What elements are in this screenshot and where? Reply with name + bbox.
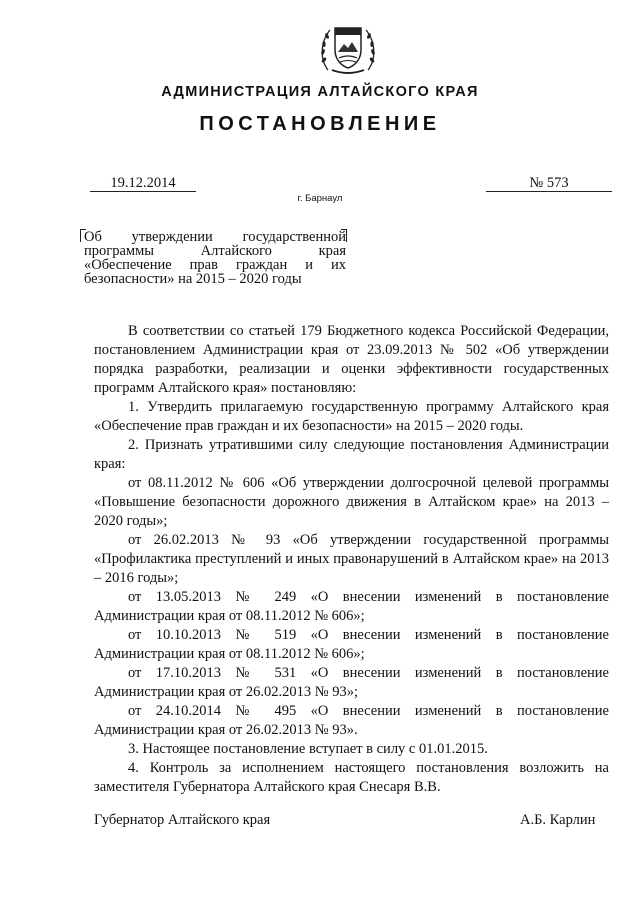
document-date: 19.12.2014 (90, 175, 196, 192)
document-city: г. Барнаул (297, 193, 343, 204)
coat-of-arms-emblem (318, 20, 378, 76)
signatory-position: Губернатор Алтайского края (94, 812, 271, 828)
intro-paragraph: В соответствии со статьей 179 Бюджетного кодекса Российской Федерации, постановлением Администрации края от 23.09.2013 № 502 «Об утверждении порядка разработки, реализации и оценки эффективности государственных программ Алтайского края» постановляю: (94, 323, 609, 396)
repealed-item: от 26.02.2013 № 93 «Об утверждении государственной программы «Профилактика преступлений и иных правонарушений в Алтайском крае» на 2013 – 2016 годы»; (94, 532, 609, 586)
document-number: № 573 (486, 175, 612, 192)
organization-name: АДМИНИСТРАЦИЯ АЛТАЙСКОГО КРАЯ (161, 84, 479, 100)
repealed-item: от 10.10.2013 № 519 «О внесении изменений в постановление Администрации края от 08.11.2012 № 606»; (94, 627, 609, 662)
item-4: 4. Контроль за исполнением настоящего постановления возложить на заместителя Губернатора Алтайского края Снесаря В.В. (94, 760, 609, 795)
repealed-item: от 24.10.2014 № 495 «О внесении изменений в постановление Администрации края от 26.02.2013 № 93». (94, 703, 609, 738)
document-type-title: ПОСТАНОВЛЕНИЕ (199, 113, 441, 135)
repealed-item: от 13.05.2013 № 249 «О внесении изменений в постановление Администрации края от 08.11.2012 № 606»; (94, 589, 609, 624)
signatory-name: А.Б. Карлин (520, 812, 596, 828)
item-1: 1. Утвердить прилагаемую государственную программу Алтайского края «Обеспечение прав граждан и их безопасности» на 2015 – 2020 годы. (94, 399, 609, 434)
document-body (94, 322, 609, 797)
repealed-item: от 08.11.2012 № 606 «Об утверждении долгосрочной целевой программы «Повышение безопасности дорожного движения в Алтайском крае» на 2013 – 2020 годы»; (94, 475, 609, 529)
item-3: 3. Настоящее постановление вступает в силу с 01.01.2015. (128, 741, 488, 757)
document-subject: Об утверждении государственной программы Алтайского края «Обеспечение прав граждан и их безопасности» на 2015 – 2020 годы (84, 229, 346, 287)
repealed-item: от 17.10.2013 № 531 «О внесении изменений в постановление Администрации края от 26.02.2013 № 93»; (94, 665, 609, 700)
item-2: 2. Признать утратившими силу следующие постановления Администрации края: (94, 437, 609, 472)
